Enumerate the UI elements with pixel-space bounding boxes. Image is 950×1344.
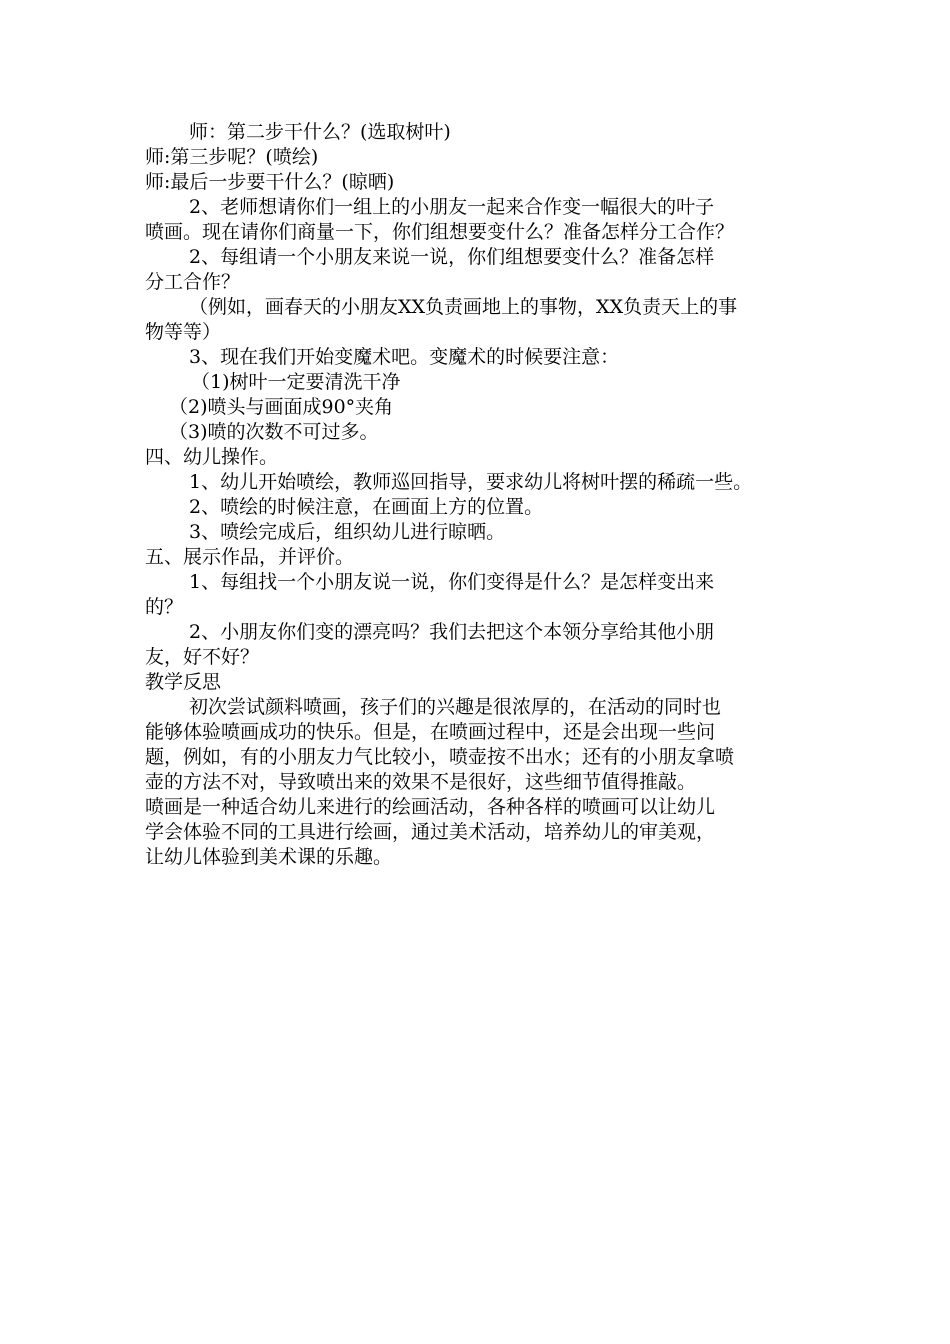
paragraph-line: 3、现在我们开始变魔术吧。变魔术的时候要注意： bbox=[189, 346, 620, 368]
paragraph-line: 友，好不好？ bbox=[145, 646, 260, 668]
paragraph-line: （例如，画春天的小朋友XX负责画地上的事物，XX负责天上的事 bbox=[189, 296, 738, 318]
paragraph-line: 喷画。现在请你们商量一下，你们组想要变什么？准备怎样分工合作？ bbox=[145, 221, 735, 243]
list-item: （3)喷的次数不可过多。 bbox=[169, 421, 379, 443]
section-heading: 教学反思 bbox=[145, 671, 222, 693]
section-heading: 五、展示作品，并评价。 bbox=[145, 546, 355, 568]
paragraph-line: 2、小朋友你们变的漂亮吗？我们去把这个本领分享给其他小朋 bbox=[189, 621, 715, 643]
dialogue-line: 师:第三步呢？(喷绘) bbox=[145, 146, 319, 168]
paragraph-line: 初次尝试颜料喷画，孩子们的兴趣是很浓厚的，在活动的同时也 bbox=[189, 696, 722, 718]
paragraph-line: 学会体验不同的工具进行绘画，通过美术活动，培养幼儿的审美观， bbox=[145, 821, 716, 843]
paragraph-line: 2、每组请一个小朋友来说一说，你们组想要变什么？准备怎样 bbox=[189, 246, 715, 268]
paragraph-line: 分工合作？ bbox=[145, 271, 241, 293]
dialogue-line: 师：第二步干什么？(选取树叶) bbox=[189, 121, 451, 143]
list-item: （1)树叶一定要清洗干净 bbox=[191, 371, 401, 393]
paragraph-line: 能够体验喷画成功的快乐。但是，在喷画过程中，还是会出现一些问 bbox=[145, 721, 716, 743]
paragraph-line: 让幼儿体验到美术课的乐趣。 bbox=[145, 846, 393, 868]
document-body bbox=[145, 120, 825, 870]
list-item: （2)喷头与画面成90°夹角 bbox=[169, 396, 394, 418]
paragraph-line: 1、幼儿开始喷绘，教师巡回指导，要求幼儿将树叶摆的稀疏一些。 bbox=[189, 471, 753, 493]
paragraph-line: 2、喷绘的时候注意，在画面上方的位置。 bbox=[189, 496, 544, 518]
paragraph-line: 题，例如，有的小朋友力气比较小，喷壶按不出水；还有的小朋友拿喷 bbox=[145, 746, 735, 768]
paragraph-line: 喷画是一种适合幼儿来进行的绘画活动，各种各样的喷画可以让幼儿 bbox=[145, 796, 716, 818]
paragraph-line: 2、老师想请你们一组上的小朋友一起来合作变一幅很大的叶子 bbox=[189, 196, 715, 218]
paragraph-line: 3、喷绘完成后，组织幼儿进行晾晒。 bbox=[189, 521, 506, 543]
dialogue-line: 师:最后一步要干什么？(晾晒) bbox=[145, 171, 395, 193]
paragraph-line: 物等等） bbox=[145, 321, 222, 343]
section-heading: 四、幼儿操作。 bbox=[145, 446, 279, 468]
paragraph-line: 壶的方法不对，导致喷出来的效果不是很好，这些细节值得推敲。 bbox=[145, 771, 697, 793]
paragraph-line: 1、每组找一个小朋友说一说，你们变得是什么？是怎样变出来 bbox=[189, 571, 715, 593]
paragraph-line: 的？ bbox=[145, 596, 184, 618]
